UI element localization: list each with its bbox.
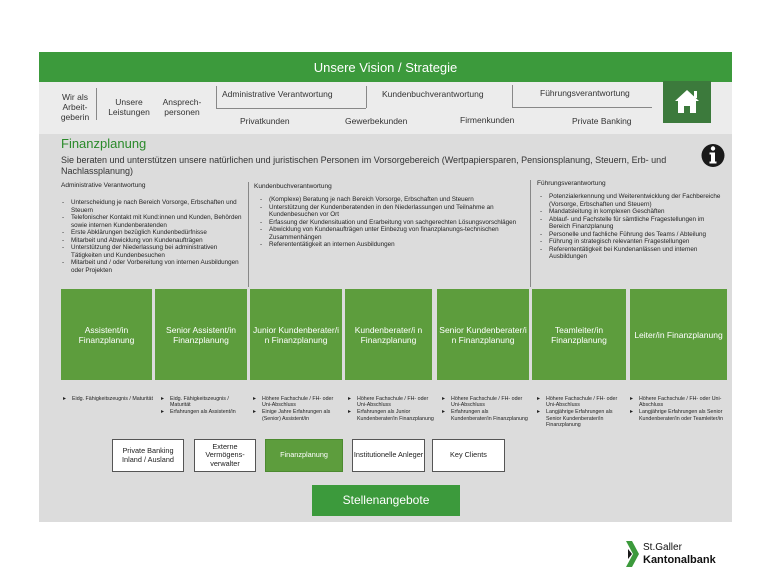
role-card-leiter[interactable] [630,289,727,380]
header-title[interactable]: Unsere Vision / Strategie [313,60,458,75]
nav-divider [512,107,652,108]
nav-fuehrung[interactable]: Führungsverantwortung [540,88,630,98]
vision-strategy-header[interactable] [39,52,732,82]
role-card-senior-assistent[interactable] [155,289,247,380]
list-item: - Referententätigkeit an internen Ausbildungen [259,241,525,249]
job-offers-button[interactable]: Stellenangebote [312,485,460,516]
role-card-assistent[interactable] [61,289,152,380]
nav-kundenbuch[interactable]: Kundenbuchverantwortung [382,89,484,99]
list-item: - (Komplexe) Beratung je nach Bereich Vorsorge, Erbschaften und Steuern [259,196,525,204]
list-item: ▸ Höhere Fachschule / FH- oder Uni-Abschluss [348,396,436,408]
nav-wir-als-arbeitgeberin[interactable] [58,92,92,122]
list-item: - Telefonischer Kontakt mit Kund:innen und Kunden, Behörden sowie internen Kundenberatenden [61,214,249,229]
list-item: ▸ Langjährige Erfahrungen als Senior Kundenberater/in oder Teamleiter/in [630,409,726,421]
list-item: ▸ Langjährige Erfahrungen als Senior Kundenberater/in Finanzplanung [537,409,627,428]
nav-privatkunden[interactable]: Privatkunden [240,116,290,126]
section-description: Sie beraten und unterstützen unsere natürlichen und juristischen Personen im Vorsorgebereich (Wertpapiersparen, Pensionsplanung, Steuern, Erb- und Nachlassplanung) [61,155,667,176]
column-kunden-list [259,196,525,249]
column-divider [530,180,531,287]
column-fuehrung-list [539,193,725,261]
logo-line2: Kantonalbank [643,554,716,566]
list-item: - Führung in strategisch relevanten Fragestellungen [539,238,725,246]
list-item: - Unterscheidung je nach Bereich Vorsorge, Erbschaften und Steuern [61,199,249,214]
role-card-senior-kundenberater[interactable] [437,289,529,380]
info-button[interactable] [701,140,725,171]
list-item: ▸ Einige Jahre Erfahrungen als (Senior) Assistent/in [253,409,343,421]
link-finanzplanung[interactable] [265,439,343,472]
column-admin-list [61,199,249,274]
list-item: - Erfassung der Kundensituation und Erarbeitung von sachgerechten Lösungsvorschlägen [259,219,525,227]
nav-gewerbekunden[interactable]: Gewerbekunden [345,116,408,126]
list-item: - Mitarbeit und Abwicklung von Kundenaufträgen [61,237,249,245]
role-card-label[interactable]: Teamleiter/in Finanzplanung [551,324,607,345]
column-divider [248,182,249,287]
bank-logo [626,540,756,568]
list-item: ▸ Eidg. Fähigkeitszeugnis / Maturität [161,396,247,408]
role-requirements [630,396,726,423]
role-card-kundenberater[interactable] [345,289,432,380]
role-requirements [161,396,247,417]
role-card-label[interactable]: Assistent/in Finanzplanung [78,324,135,345]
list-item: - Unterstützung der Kundenberatenden in den Niederlassungen und Teilnahme an Kundenbesuchen vor Ort [259,204,525,219]
nav-divider [216,108,366,109]
nav-divider [96,88,97,120]
list-item: - Ablauf- und Fachstelle für sämtliche Fragestellungen im Bereich Finanzplanung [539,216,725,231]
section-title: Finanzplanung [61,136,147,151]
nav-administrative[interactable]: Administrative Verantwortung [222,89,333,99]
logo-icon [626,541,639,567]
list-item: - Mandatsleitung in komplexen Geschäften [539,208,725,216]
home-icon [663,81,711,123]
logo-line1: St.Galler [643,542,682,553]
role-card-label[interactable]: Junior Kundenberater/i n Finanzplanung [252,324,339,345]
role-card-label[interactable]: Senior Assistent/in Finanzplanung [166,324,236,345]
list-item: ▸ Höhere Fachschule / FH- oder Uni-Abschluss [630,396,726,408]
list-item: ▸ Höhere Fachschule / FH- oder Uni-Abschluss [537,396,627,408]
role-card-teamleiter[interactable] [532,289,626,380]
column-admin-heading: Administrative Verantwortung [61,182,146,189]
list-item: ▸ Eidg. Fähigkeitszeugnis / Maturität [63,396,153,402]
link-institutionelle-anleger[interactable] [352,439,425,472]
nav-unsere-leistungen[interactable] [104,97,154,117]
role-card-label[interactable]: Senior Kundenberater/i n Finanzplanung [439,324,527,345]
list-item: - Referententätigkeit bei Kundenanlässen und internen Ausbildungen [539,246,725,261]
column-kunden-heading: Kundenbuchverantwortung [254,183,332,190]
list-item: - Potenzialerkennung und Weiterentwicklung der Fachbereiche (Vorsorge, Erbschaften und Steuern) [539,193,725,208]
list-item: - Personelle und fachliche Führung des Teams / Abteilung [539,231,725,239]
nav-divider [366,86,367,108]
role-card-junior-kundenberater[interactable] [250,289,342,380]
list-item: - Erste Abklärungen bezüglich Kundenbedürfnisse [61,229,249,237]
nav-label[interactable]: Ansprech-personen [162,97,202,117]
column-fuehrung-heading: Führungsverantwortung [537,180,606,187]
list-item: - Mitarbeit und / oder Vorbereitung von internen Ausbildungen oder Projekten [61,259,249,274]
role-card-label[interactable]: Leiter/in Finanzplanung [634,329,723,340]
list-item: - Abwicklung von Kundenaufträgen unter Einbezug von finanzplanungs-technischen Zusammenhängen [259,226,525,241]
nav-private-banking[interactable]: Private Banking [572,116,632,126]
nav-label[interactable]: Wir als Arbeit-geberin [60,92,90,122]
role-card-label[interactable]: Kundenberater/i n Finanzplanung [354,324,423,345]
nav-divider [512,85,513,107]
list-item: ▸ Erfahrungen als Assistent/in [161,409,247,415]
link-externe-vermoegensverwalter[interactable] [194,439,256,472]
link-label[interactable]: Externe Vermögens-verwalter [205,441,245,468]
logo-text [643,542,716,566]
role-requirements [253,396,343,423]
nav-firmenkunden[interactable]: Firmenkunden [460,115,515,125]
role-requirements [63,396,153,403]
nav-ansprechpersonen[interactable] [158,97,206,117]
info-icon [701,140,725,171]
home-button[interactable] [663,81,711,123]
list-item: ▸ Höhere Fachschule / FH- oder Uni-Abschluss [442,396,530,408]
link-label[interactable]: Institutionelle Anleger [353,450,424,460]
list-item: ▸ Erfahrungen als Kundenberater/in Finanzplanung [442,409,530,421]
link-key-clients[interactable] [432,439,505,472]
role-requirements [537,396,627,429]
link-label[interactable]: Key Clients [450,450,487,460]
nav-label[interactable]: Unsere Leistungen [108,97,150,117]
link-label[interactable]: Finanzplanung [280,450,328,460]
link-private-banking[interactable] [112,439,184,472]
nav-divider [216,86,217,108]
role-requirements [348,396,436,423]
link-label[interactable]: Private Banking Inland / Ausland [122,446,174,464]
list-item: ▸ Höhere Fachschule / FH- oder Uni-Abschluss [253,396,343,408]
list-item: - Unterstützung der Niederlassung bei administrativen Tätigkeiten und Kundenbesuchen [61,244,249,259]
list-item: ▸ Erfahrungen als Junior Kundenberater/in Finanzplanung [348,409,436,421]
role-requirements [442,396,530,423]
